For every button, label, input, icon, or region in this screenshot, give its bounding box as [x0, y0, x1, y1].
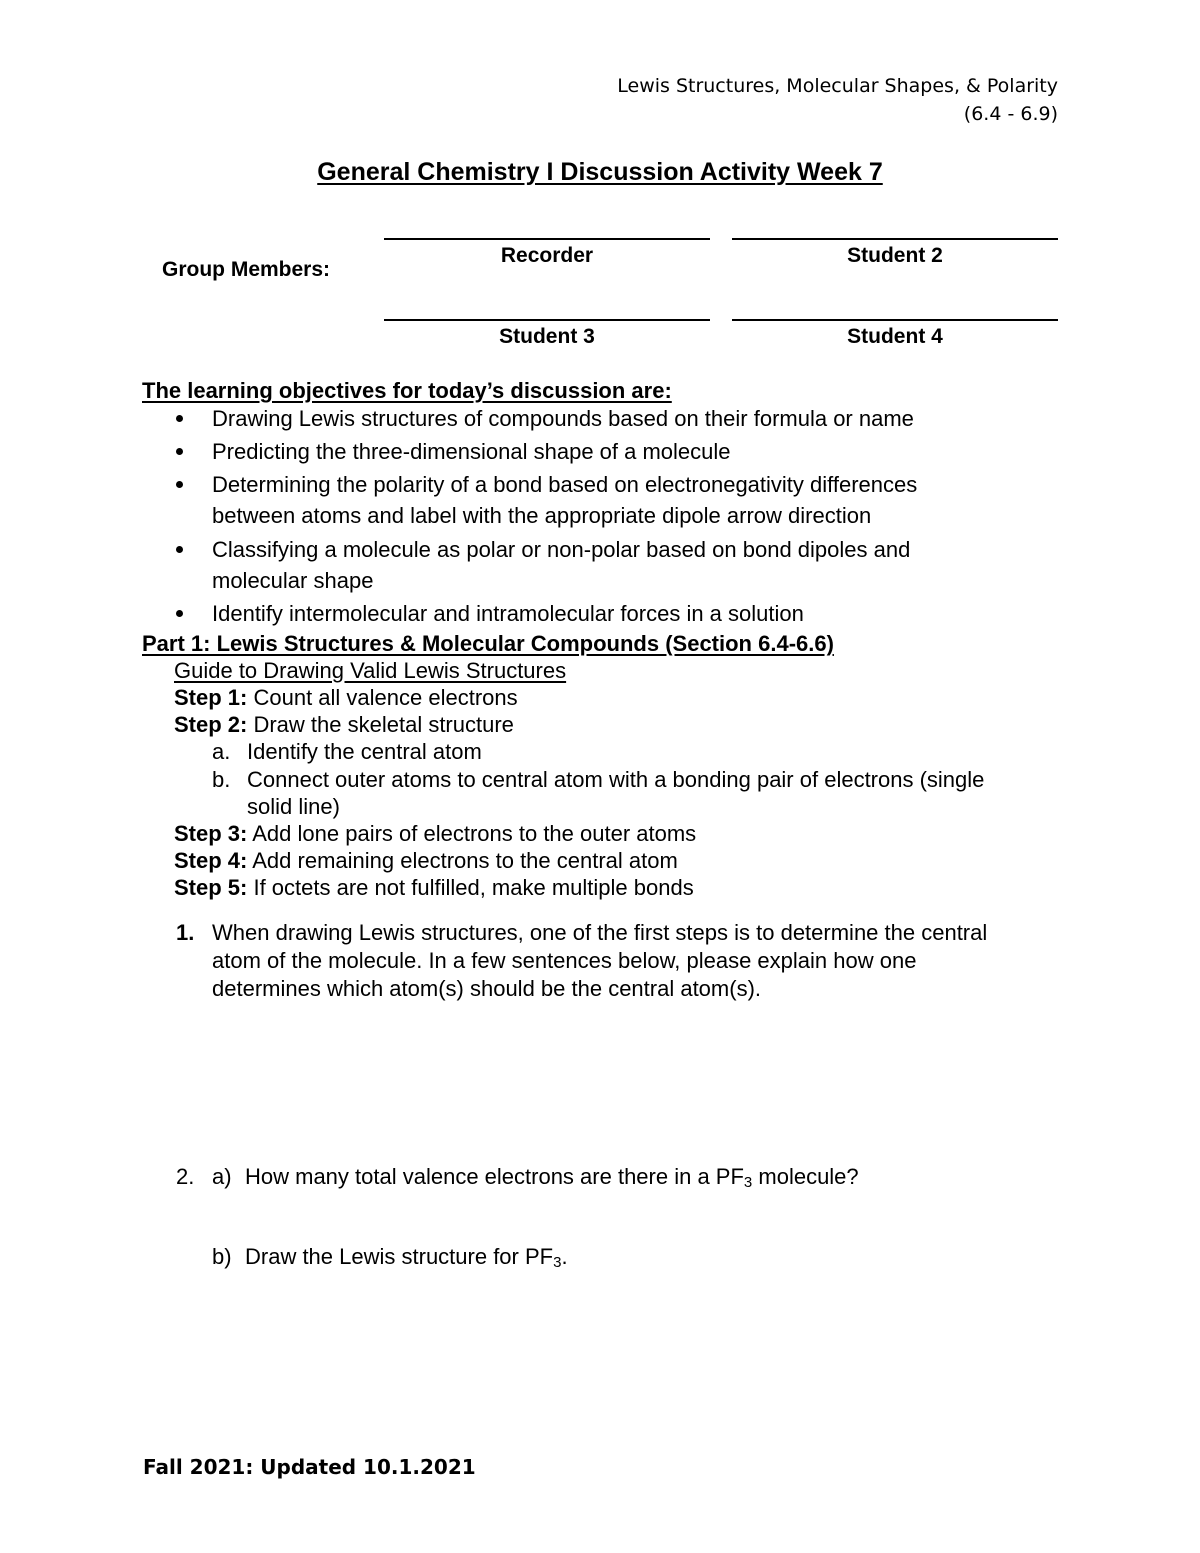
step-5-label: Step 5: — [174, 875, 248, 900]
question-2b-tail: . — [561, 1244, 568, 1269]
guide-title: Guide to Drawing Valid Lewis Structures — [174, 658, 567, 683]
question-1-line-2: atom of the molecule. In a few sentences below, please explain how one — [212, 948, 917, 973]
signature-line-student-4[interactable] — [732, 319, 1058, 321]
question-1-line-1: When drawing Lewis structures, one of the first steps is to determine the central — [212, 920, 988, 945]
header-subject: Lewis Structures, Molecular Shapes, & Polarity — [617, 75, 1058, 97]
substep-b-line-1: Connect outer atoms to central atom with a bonding pair of electrons (single — [247, 767, 985, 792]
step-3-label: Step 3: — [174, 821, 248, 846]
objective-item-4-line-1: Classifying a molecule as polar or non-polar based on bond dipoles and — [212, 537, 911, 562]
question-1-number: 1. — [176, 920, 195, 945]
bullet-icon — [176, 610, 183, 617]
header-sections: (6.4 - 6.9) — [963, 103, 1058, 125]
objective-item-5: Identify intermolecular and intramolecular forces in a solution — [212, 601, 804, 626]
signature-line-student-3[interactable] — [384, 319, 710, 321]
objective-item-2: Predicting the three-dimensional shape of a molecule — [212, 439, 731, 464]
bullet-icon — [176, 481, 183, 488]
objectives-heading: The learning objectives for today’s discussion are: — [142, 378, 672, 403]
step-1-label: Step 1: — [174, 685, 248, 710]
question-2a-tail: molecule? — [752, 1164, 859, 1189]
step-1 — [174, 684, 518, 711]
role-label-student-2: Student 2 — [847, 244, 943, 267]
question-2b-main: Draw the Lewis structure for PF — [245, 1244, 554, 1269]
step-5-text: If octets are not fulfilled, make multiple bonds — [247, 875, 694, 900]
question-1-line-3: determines which atom(s) should be the central atom(s). — [212, 976, 762, 1001]
footer-updated: Fall 2021: Updated 10.1.2021 — [143, 1455, 476, 1479]
objective-item-4-line-2: molecular shape — [212, 568, 374, 593]
role-label-student-3: Student 3 — [499, 325, 595, 348]
objective-item-1: Drawing Lewis structures of compounds based on their formula or name — [212, 406, 914, 431]
bullet-icon — [176, 448, 183, 455]
step-2 — [174, 711, 514, 738]
step-4-text: Add remaining electrons to the central atom — [247, 848, 678, 873]
question-2-number: 2. — [176, 1164, 195, 1189]
step-1-text: Count all valence electrons — [247, 685, 518, 710]
step-3-text: Add lone pairs of electrons to the outer atoms — [247, 821, 697, 846]
substep-a-marker: a. — [212, 739, 231, 764]
objective-item-3-line-2: between atoms and label with the appropriate dipole arrow direction — [212, 503, 872, 528]
question-2b-subscript: 3 — [553, 1254, 562, 1271]
step-2-text: Draw the skeletal structure — [247, 712, 514, 737]
question-2a-main: How many total valence electrons are there in a PF — [245, 1164, 744, 1189]
role-label-student-4: Student 4 — [847, 325, 943, 348]
question-2b-marker: b) — [212, 1244, 232, 1269]
objective-item-3-line-1: Determining the polarity of a bond based on electronegativity differences — [212, 472, 918, 497]
signature-line-recorder[interactable] — [384, 238, 710, 240]
signature-line-student-2[interactable] — [732, 238, 1058, 240]
question-2a-text — [245, 1163, 859, 1190]
group-members-label: Group Members: — [162, 258, 331, 281]
bullet-icon — [176, 546, 183, 553]
step-4-label: Step 4: — [174, 848, 248, 873]
step-5 — [174, 874, 694, 901]
question-2a-marker: a) — [212, 1164, 232, 1189]
role-label-recorder: Recorder — [500, 244, 594, 267]
step-2-label: Step 2: — [174, 712, 248, 737]
question-2b-text — [245, 1243, 568, 1270]
substep-b-line-2: solid line) — [247, 794, 340, 819]
part1-heading: Part 1: Lewis Structures & Molecular Compounds (Section 6.4-6.6) — [142, 631, 834, 656]
question-2a-subscript: 3 — [743, 1174, 753, 1191]
bullet-icon — [176, 415, 183, 422]
step-3 — [174, 820, 696, 847]
substep-b-marker: b. — [212, 767, 231, 792]
step-4 — [174, 847, 678, 874]
substep-a-text: Identify the central atom — [247, 739, 482, 764]
page-title: General Chemistry I Discussion Activity Week 7 — [317, 158, 883, 186]
